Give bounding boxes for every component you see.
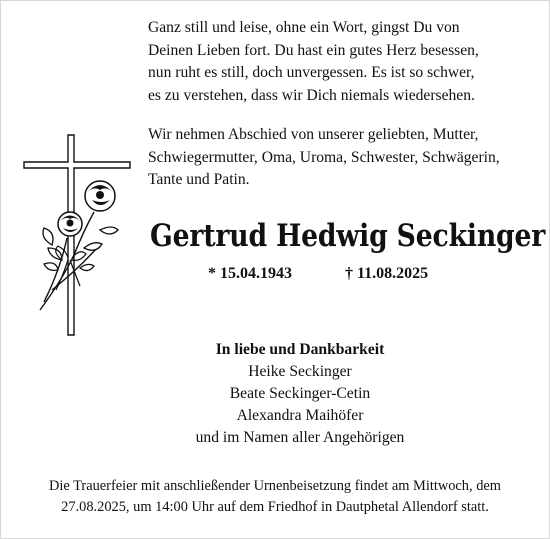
mourner-name: Heike Seckinger xyxy=(248,363,352,380)
birth-date: * 15.04.1943 xyxy=(208,265,292,282)
poem-line: Deinen Lieben fort. Du hast ein gutes Herz besessen, xyxy=(148,41,479,59)
poem-line: es zu verstehen, dass wir Dich niemals wiedersehen. xyxy=(148,86,475,104)
mourner-name: Alexandra Maihöfer xyxy=(236,407,364,424)
farewell-intro xyxy=(148,124,538,192)
death-date: † 11.08.2025 xyxy=(345,265,429,282)
poem-line: Ganz still und leise, ohne ein Wort, gingst Du von xyxy=(148,19,460,36)
memorial-poem xyxy=(148,17,528,107)
mourners-block xyxy=(120,339,480,449)
funeral-notice: Die Trauerfeier mit anschließender Urnenbeisetzung findet am Mittwoch, dem 27.08.2025, um 14:00 Uhr auf dem Friedhof in Dautphetal Allendorf statt. xyxy=(49,478,501,515)
poem-line: nun ruht es still, doch unvergessen. Es ist so schwer, xyxy=(148,64,475,81)
mourner-name: Beate Seckinger-Cetin xyxy=(229,385,371,402)
intro-line: Schwiegermutter, Oma, Uroma, Schwester, Schwägerin, xyxy=(148,148,500,166)
intro-line: Wir nehmen Abschied von unserer geliebten, Mutter, xyxy=(148,126,479,143)
mourners-heading: In liebe und Dankbarkeit xyxy=(215,341,385,358)
cross-with-roses-icon xyxy=(22,120,140,340)
intro-line: Tante und Patin. xyxy=(148,171,250,188)
deceased-name: Gertrud Hedwig Seckinger xyxy=(150,218,546,254)
mourner-name: und im Namen aller Angehörigen xyxy=(195,429,405,446)
